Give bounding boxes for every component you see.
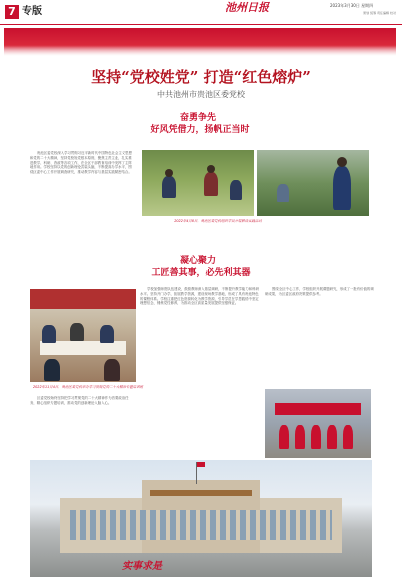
section2-body-right: 围绕全区中心工作，学校组织开展课题研究，形成了一批有价值的调研成果，为区委区政府决策提供参考。: [265, 287, 374, 296]
section1-subtitle: 好风凭借力，扬帆正当时: [150, 125, 250, 135]
newspaper-logo: 池州日报: [225, 1, 269, 14]
figure-silhouette: [44, 359, 60, 381]
figure-head: [165, 169, 173, 177]
editor-credits: 策划 统筹 责任编辑 校对: [363, 11, 396, 15]
building-sign: [150, 490, 252, 496]
red-banner: [4, 28, 396, 56]
figure-head: [207, 165, 215, 173]
figure-silhouette: [333, 166, 351, 210]
classroom-banner: [30, 289, 136, 309]
figure-silhouette: [277, 184, 289, 202]
issue-date: 2023年3月30日 星期四: [330, 3, 374, 8]
byline: 中共池州市贵池区委党校: [157, 90, 245, 99]
figure-silhouette: [42, 325, 56, 343]
farm-work-photo-right: [257, 150, 369, 216]
figure-silhouette: [279, 425, 289, 449]
figure-head: [337, 157, 347, 167]
party-school-building-photo: [30, 460, 372, 577]
red-banner-in-photo: [275, 403, 361, 415]
building-windows: [70, 510, 332, 540]
stone-inscription: 实事求是: [122, 561, 162, 572]
headline: 坚持“党校姓党” 打造“红色熔炉”: [91, 68, 311, 86]
figure-silhouette: [327, 425, 337, 449]
figure-silhouette: [230, 180, 242, 200]
section1-title: 奋勇争先: [179, 113, 216, 123]
photo-caption-2: 2022年11月4日，贵池区委党校举办学习贯彻党的二十大精神专题培训班: [32, 385, 144, 389]
section2-body-middle: 学校加强师资队伍建设，鼓励教师深入基层调研，不断提升教学能力和科研水平。坚持开门办学，拓展教学资源，建设现场教学基地，形成了具有贵池特色的课程体系。学校注重把红色资源转化为教学资源，引导学员在学思践悟中坚定理想信念、锤炼党性修养，为推动全区高质量发展提供坚强保证。: [140, 287, 259, 306]
photo-caption-1: 2022年4月8日，贵池区委党校组织学员开展耕读实践活动: [174, 219, 262, 223]
figure-silhouette: [104, 359, 120, 381]
figure-silhouette: [162, 176, 176, 198]
figure-silhouette: [295, 425, 305, 449]
page-number: 7: [5, 5, 19, 19]
section2-body-left: 区委党校始终坚持把学习贯彻党的二十大精神作为首要政治任务，精心组织专题培训，推动党的创新理论入脑入心。: [30, 396, 129, 405]
section1-body: 贵池区委党校深入学习贯彻习近平新时代中国特色社会主义思想和党的二十大精神，坚持党校姓党根本原则，聚焦主责主业，扎实推进教学、科研、咨政等各项工作，在全区干部教育培训中发挥了主阵地作用。学校坚持以党的创新理论武装头脑，不断提高办学水平，围绕区委中心工作开展调查研究，推动教学内容与基层实践紧密结合。: [30, 151, 132, 175]
figure-silhouette: [204, 172, 218, 196]
volunteer-group-photo: [265, 389, 371, 458]
section2-title: 凝心聚力: [179, 256, 216, 266]
red-flag: [197, 462, 205, 467]
section-name: 专版: [22, 6, 42, 17]
section2-subtitle: 工匠善其事，必先利其器: [151, 268, 251, 278]
figure-silhouette: [100, 325, 114, 343]
figure-silhouette: [343, 425, 353, 449]
figure-silhouette: [70, 323, 84, 341]
training-class-photo: [30, 289, 136, 382]
figure-silhouette: [311, 425, 321, 449]
farm-work-photo-left: [142, 150, 254, 216]
desk: [40, 341, 126, 355]
